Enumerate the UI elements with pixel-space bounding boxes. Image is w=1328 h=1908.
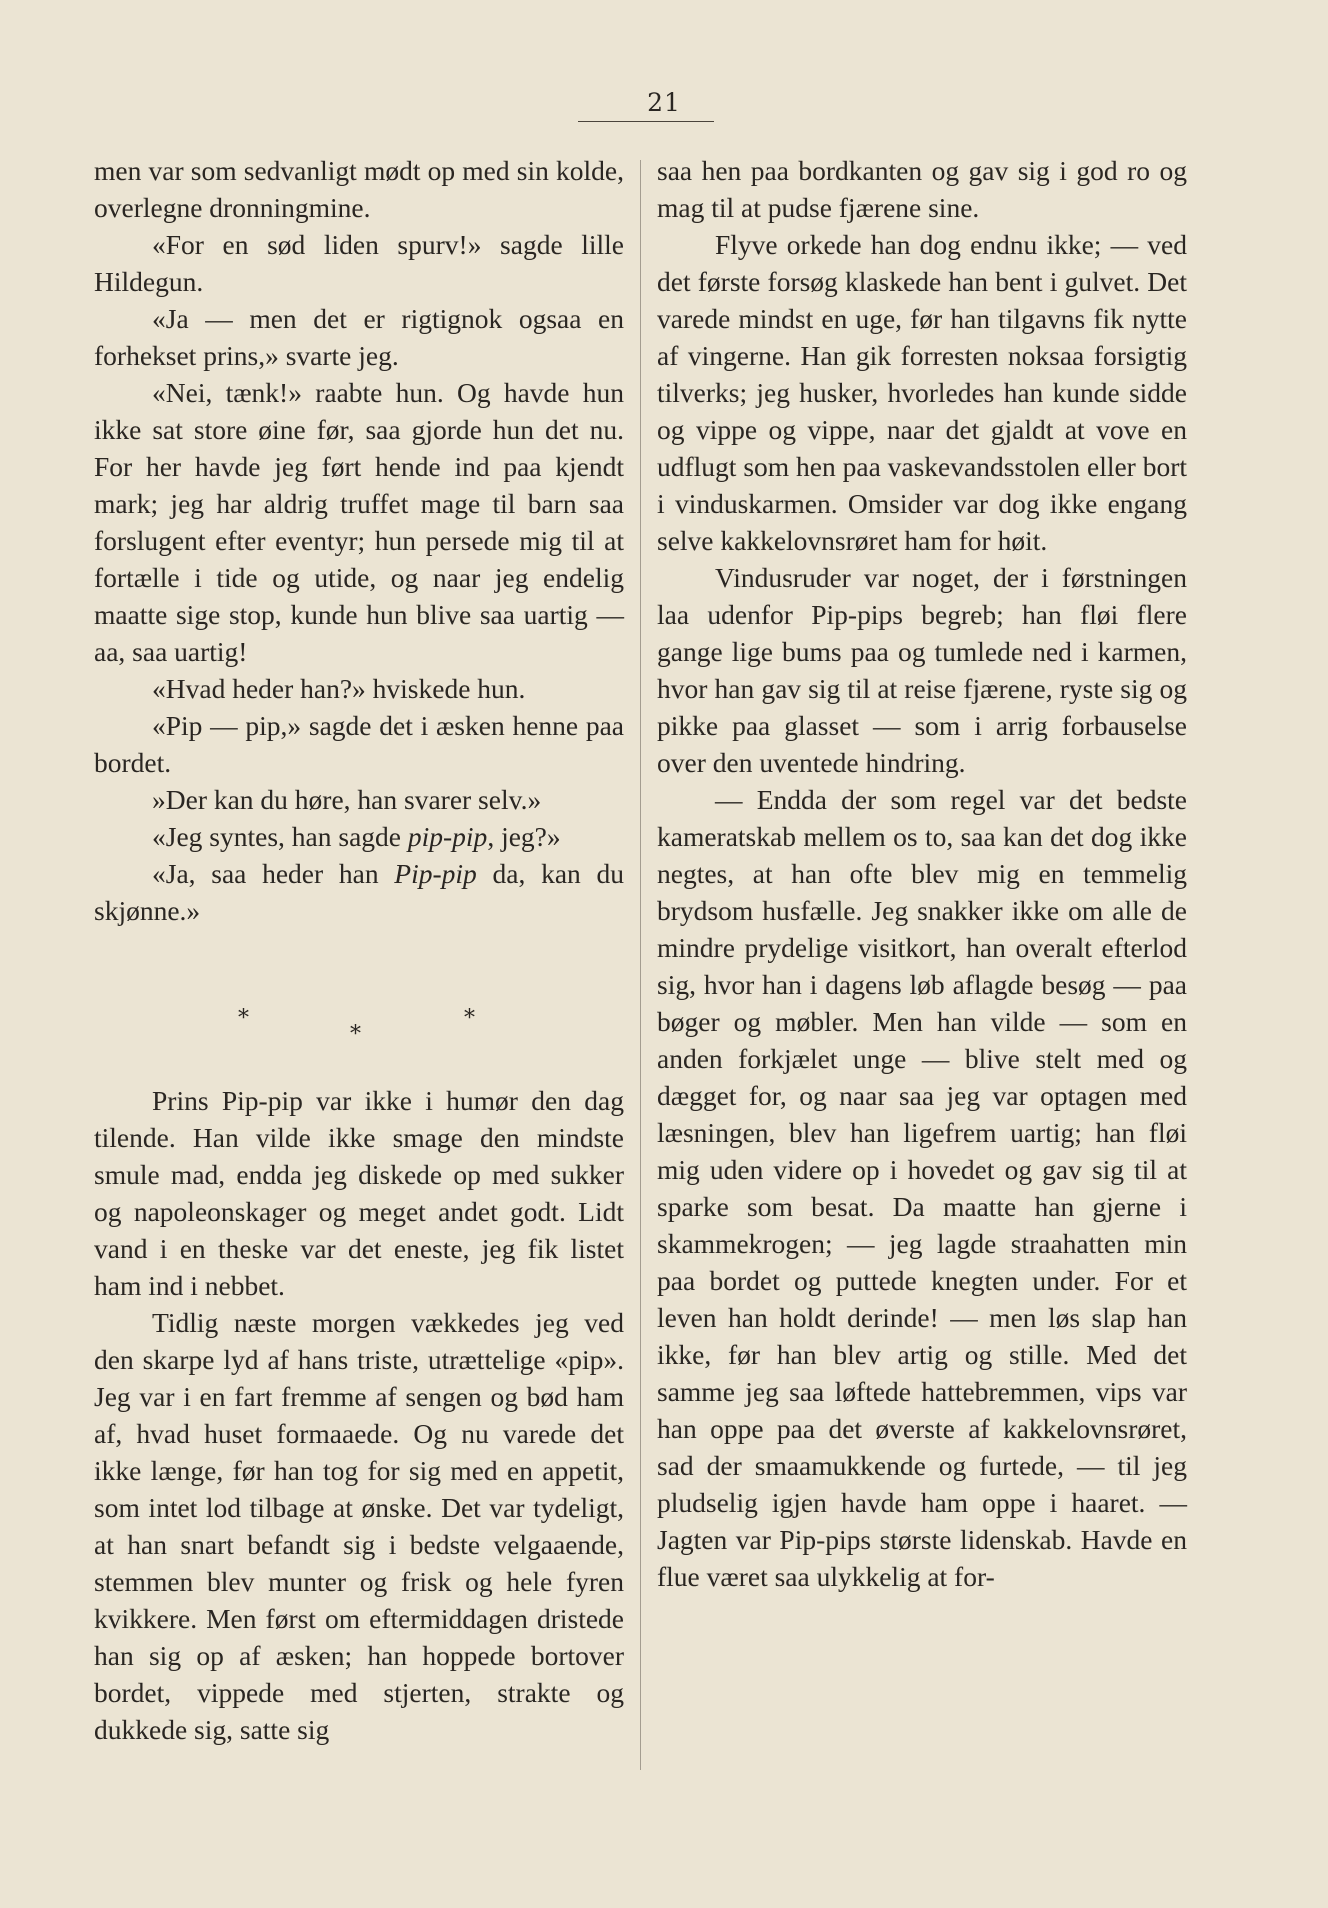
paragraph: men var som sedvanligt mødt op med sin kolde, overlegne dronningmine. (94, 155, 624, 223)
left-column-continued (94, 1082, 624, 1748)
paragraph: Vindusruder var noget, der i førstningen laa udenfor Pip-pips begreb; han fløi flere gange lige bums paa og tumlede ned i karmen, hvor han gav sig til at reise fjærene, ryste sig og pikke paa glasset — som i arrig forbauselse over den uventede hindring. (657, 562, 1187, 778)
paragraph: «For en sød liden spurv!» sagde lille Hildegun. (94, 229, 624, 297)
header-rule (578, 121, 714, 122)
italic-text: Pip-pip (394, 858, 477, 889)
paragraph: Flyve orkede han dog endnu ikke; — ved det første forsøg klaskede han bent i gulvet. Det varede mindst en uge, før han tilgavns fik nytte af vingerne. Han gik forresten noksaa forsigtig tilverks; jeg husker, hvorledes han kunde sidde og vippe og vippe, naar det gjaldt at vove en udflugt som hen paa vaskevandsstolen eller bort i vinduskarmen. Omsider var dog ikke engang selve kakkelovnsrøret ham for høit. (657, 229, 1188, 556)
paragraph: Tidlig næste morgen vækkedes jeg ved den skarpe lyd af hans triste, utrættelige «pip». Jeg var i en fart fremme af sengen og bød ham af, hvad huset formaaede. Og nu varede det ikke længe, før han tog for sig med en appetit, som intet lod tilbage at ønske. Det var tydeligt, at han snart befandt sig i bedste velgaaende, stemmen blev munter og frisk og hele fyren kvikkere. Men først om eftermiddagen dristede han sig op af æsken; han hoppede bortover bordet, vippede med stjerten, strakte og dukkede sig, satte sig (94, 1307, 624, 1745)
left-column (94, 152, 624, 929)
paragraph: «Ja — men det er rigtignok ogsaa en forhekset prins,» svarte jeg. (94, 303, 624, 371)
asterisk: * (238, 1006, 249, 1031)
text-run: da, kan du skjønne.» (94, 858, 624, 926)
section-break-asterism (94, 1002, 624, 1062)
text-run: «Jeg syntes, han sagde (152, 821, 408, 852)
right-column (657, 152, 1187, 1595)
paragraph: saa hen paa bordkanten og gav sig i god ro og mag til at pudse fjærene sine. (657, 155, 1187, 223)
paragraph (94, 818, 624, 855)
paragraph: — Endda der som regel var det bedste kameratskab mellem os to, saa kan det dog ikke negtes, at han ofte blev mig en temmelig brydsom husfælle. Jeg snakker ikke om alle de mindre prydelige visitkort, han overalt efterlod sig, hvor han i dagens løb aflagde besøg — paa bøger og møbler. Men han vilde — som en anden forkjælet unge — blive stelt med og dægget for, og naar saa jeg var optagen med læsningen, blev han ligefrem uartig; han fløi mig uden videre op i hovedet og gav sig til at sparke som besat. Da maatte han gjerne i skammekrogen; — jeg lagde straahatten min paa bordet og puttede knegten under. For et leven han holdt derinde! — men løs slap han ikke, før han blev artig og stille. Med det samme jeg saa løftede hattebremmen, vips var han oppe paa det øverste af kakkelovnsrøret, sad der smaamukkende og furtede, — til jeg pludselig igjen havde ham oppe i haaret. — Jagten var Pip-pips største lidenskab. Havde en flue været saa ulykkelig at for- (657, 784, 1187, 1592)
asterisk: * (350, 1022, 361, 1047)
italic-text: pip-pip (407, 821, 488, 852)
paragraph: Prins Pip-pip var ikke i humør den dag tilende. Han vilde ikke smage den mindste smule mad, endda jeg diskede op med sukker og napoleonskager og meget andet godt. Lidt vand i en theske var det eneste, jeg fik listet ham ind i nebbet. (94, 1085, 624, 1301)
column-divider (640, 160, 641, 1770)
paragraph: «Nei, tænk!» raabte hun. Og havde hun ikke sat store øine før, saa gjorde hun det nu. For her havde jeg ført hende ind paa kjendt mark; jeg har aldrig truffet mage til barn saa forslugent efter eventyr; hun persede mig til at fortælle i tide og utide, og naar jeg endelig maatte sige stop, kunde hun blive saa uartig — aa, saa uartig! (94, 377, 624, 667)
text-run: , jeg?» (487, 821, 561, 852)
page-number: 21 (647, 88, 681, 117)
paragraph: «Hvad heder han?» hviskede hun. (152, 673, 526, 704)
paragraph (94, 855, 624, 929)
paragraph: »Der kan du høre, han svarer selv.» (152, 784, 542, 815)
text-run: «Ja, saa heder han (152, 858, 395, 889)
paragraph: «Pip — pip,» sagde det i æsken henne paa bordet. (94, 710, 624, 778)
asterisk: * (464, 1006, 475, 1031)
